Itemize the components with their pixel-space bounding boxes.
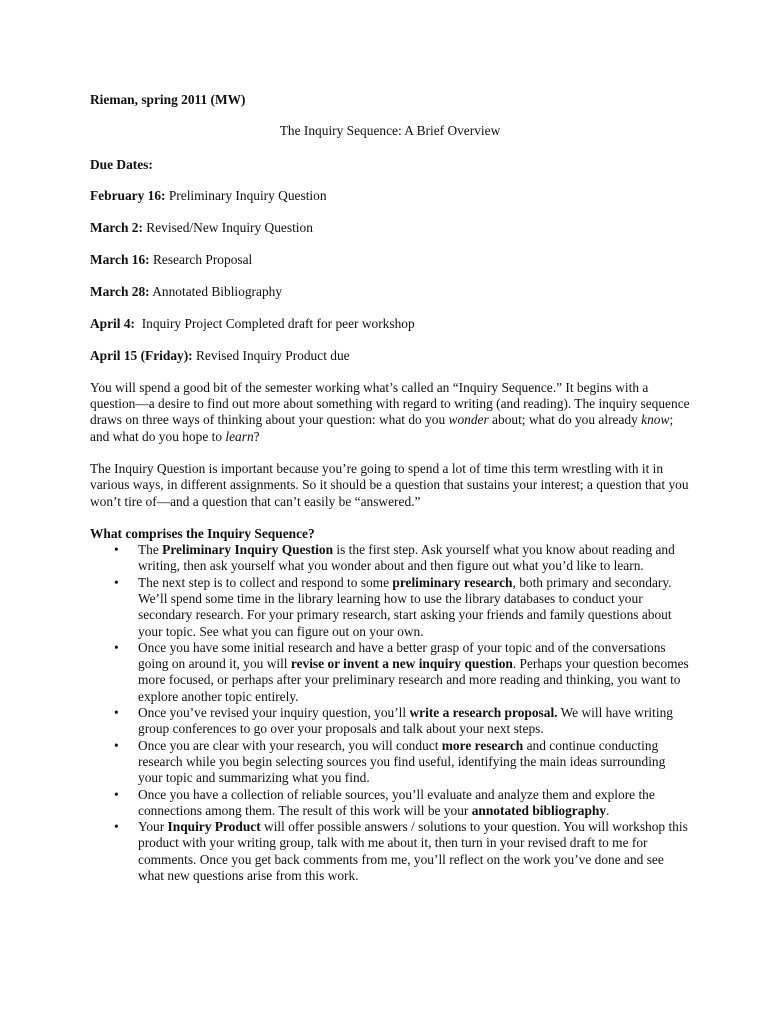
intro-text: ? xyxy=(253,428,260,444)
intro-text: about; what do you already xyxy=(488,412,642,428)
due-date-label: March 2: xyxy=(90,220,143,236)
bullet-icon: • xyxy=(114,639,119,655)
list-item xyxy=(90,542,690,575)
due-date-item xyxy=(90,188,690,204)
due-date-description: Revised/New Inquiry Question xyxy=(142,220,313,236)
due-date-label: April 4: xyxy=(90,316,136,332)
due-dates-heading: Due Dates: xyxy=(90,156,153,172)
inquiry-question-paragraph: The Inquiry Question is important because you’re going to spend a lot of time this term wrestling with it in various ways, in different assignments. So it should be a question that sustains your interest; a question that you won’t tire of—and a question that can’t easily be “answered.” xyxy=(90,460,689,509)
intro-paragraph xyxy=(90,380,690,445)
item-text: Your xyxy=(138,819,168,835)
bullet-icon: • xyxy=(114,705,119,721)
item-text: will offer possible answers / solutions to your question. You will workshop this product with your writing group, talk with me about it, then turn in your revised draft to me for comments. Once you get back comments from me, you’ll reflect on the work you’ve done and see what new questions arise from this work. xyxy=(138,819,688,884)
due-date-description: Preliminary Inquiry Question xyxy=(165,188,327,204)
emphasis-learn: learn xyxy=(225,428,254,444)
item-text: . xyxy=(606,802,610,818)
due-date-description: Research Proposal xyxy=(149,252,253,268)
list-item xyxy=(90,575,690,640)
item-key-term: preliminary research xyxy=(392,574,513,590)
item-text: Once you’ve revised your inquiry question, you’ll xyxy=(138,705,410,721)
author-line: Rieman, spring 2011 (MW) xyxy=(90,92,246,107)
due-date-description: Annotated Bibliography xyxy=(149,284,283,300)
emphasis-wonder: wonder xyxy=(448,412,489,428)
due-date-item xyxy=(90,252,690,268)
due-date-item xyxy=(90,220,690,236)
bullet-icon: • xyxy=(114,786,119,802)
due-date-description: Revised Inquiry Product due xyxy=(192,347,350,363)
item-text: The xyxy=(138,542,163,558)
due-date-item xyxy=(90,316,690,332)
bullet-icon: • xyxy=(114,542,119,558)
item-text: The next step is to collect and respond to some xyxy=(138,574,393,590)
emphasis-know: know xyxy=(641,412,670,428)
item-text: . Perhaps your question becomes more focused, or perhaps after your preliminary research and more reading and thinking, you want to explore another topic entirely. xyxy=(138,656,689,704)
intro-text: ; and what do you hope to xyxy=(90,412,674,444)
bullet-icon: • xyxy=(114,737,119,753)
due-date-label: March 28: xyxy=(90,284,150,300)
item-text: Once you are clear with your research, you will conduct xyxy=(138,737,442,753)
item-text: Once you have a collection of reliable sources, you’ll evaluate and analyze them and explore the connections among them. The result of this work will be your xyxy=(138,786,655,818)
list-item xyxy=(90,640,690,705)
due-date-label: March 16: xyxy=(90,252,150,268)
due-date-item xyxy=(90,348,690,364)
item-key-term: more research xyxy=(441,737,524,753)
sequence-list xyxy=(90,542,690,884)
due-date-description: Inquiry Project Completed draft for peer workshop xyxy=(135,316,415,332)
item-key-term: revise or invent a new inquiry question xyxy=(290,656,513,672)
item-text: , both primary and secondary. We’ll spend some time in the library learning how to use the library databases to conduct your secondary research. For your primary research, start asking your friends and family questions about your topic. See what you can figure out on your own. xyxy=(138,574,672,639)
document-title: The Inquiry Sequence: A Brief Overview xyxy=(279,123,501,139)
item-text: We will have writing group conferences to go over your proposals and talk about your next steps. xyxy=(138,705,673,737)
item-key-term: annotated bibliography xyxy=(471,802,607,818)
sequence-heading: What comprises the Inquiry Sequence? xyxy=(90,525,315,541)
list-item xyxy=(90,819,690,884)
due-date-label: February 16: xyxy=(90,188,166,204)
list-item xyxy=(90,738,690,787)
due-date-label: April 15 (Friday): xyxy=(90,347,193,363)
item-text: Once you have some initial research and have a better grasp of your topic and of the conversations going on around it, you will xyxy=(138,639,666,672)
due-date-item xyxy=(90,284,690,300)
item-text: and continue conducting research while you begin selecting sources you find useful, identifying the main ideas surrounding your topic and summarizing what you find. xyxy=(138,737,666,786)
bullet-icon: • xyxy=(114,819,119,835)
item-key-term: Preliminary Inquiry Question xyxy=(162,542,334,558)
item-text: is the first step. Ask yourself what you know about reading and writing, then ask yourself what you wonder about and then figure out what you’d like to learn. xyxy=(138,542,675,574)
item-key-term: write a research proposal. xyxy=(409,705,558,721)
intro-text: You will spend a good bit of the semester working what’s called an “Inquiry Sequence.” It begins with a question—a desire to find out more about something with regard to writing (and reading). The inquiry sequence draws on three ways of thinking about your question: what do you xyxy=(90,379,690,428)
bullet-icon: • xyxy=(114,574,119,590)
list-item xyxy=(90,705,690,738)
item-key-term: Inquiry Product xyxy=(167,819,261,835)
list-item xyxy=(90,787,690,820)
document-page xyxy=(90,92,690,884)
